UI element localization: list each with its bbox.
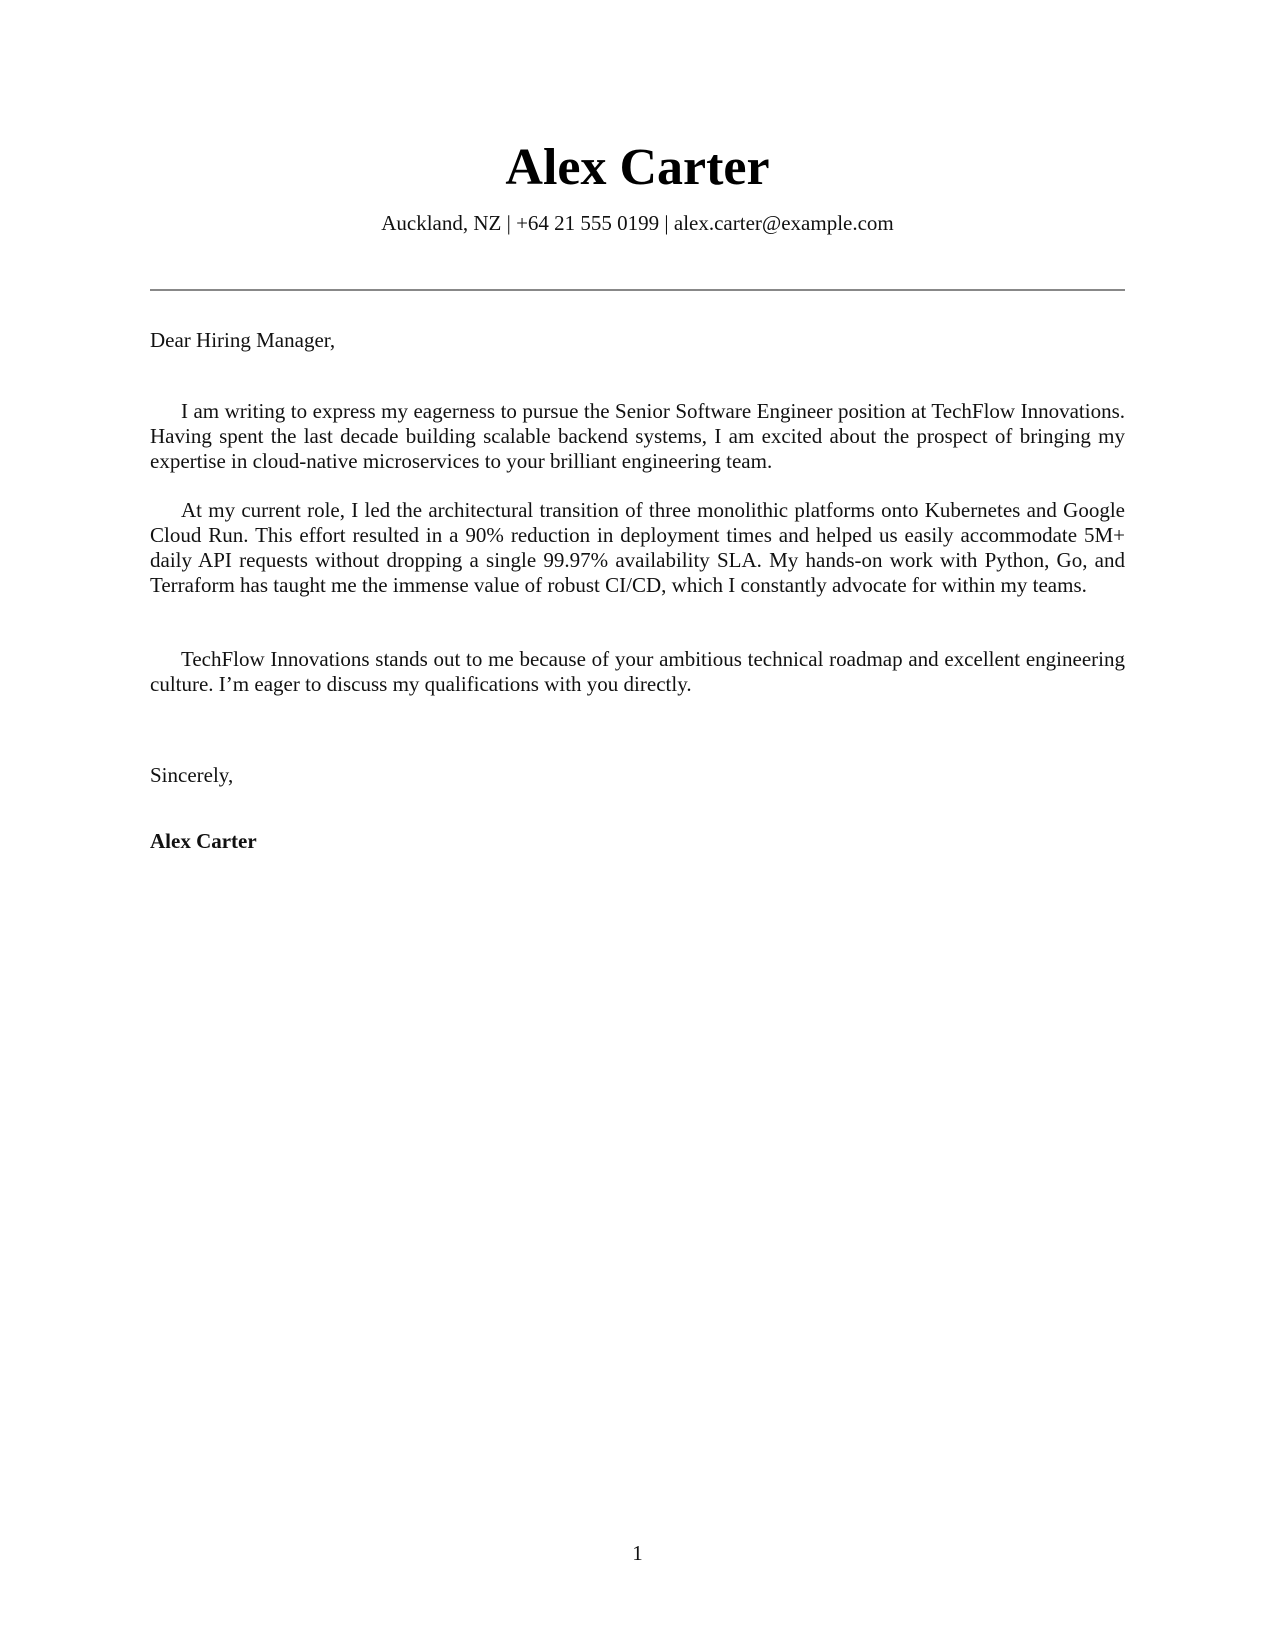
body-paragraph-1: I am writing to express my eagerness to pursue the Senior Software Engineer position at TechFlow Innovations. Having spent the last decade building scalable backend systems, I am excited about the prospect of bringing my expertise in cloud-native microservices to your brilliant engineering team. [150,399,1125,473]
header-divider [150,289,1125,291]
letter-header [150,138,1125,236]
signature-name: Alex Carter [150,829,257,853]
page-number: 1 [632,1541,643,1565]
sender-contact-info: Auckland, NZ | +64 21 555 0199 | alex.carter@example.com [381,211,894,235]
closing: Sincerely, [150,763,234,787]
body-paragraph-2: At my current role, I led the architectural transition of three monolithic platforms onto Kubernetes and Google Cloud Run. This effort resulted in a 90% reduction in deployment times and helped us easily accommodate 5M+ daily API requests without dropping a single 99.97% availability SLA. My hands-on work with Python, Go, and Terraform has taught me the immense value of robust CI/CD, which I constantly advocate for within my teams. [150,498,1125,597]
salutation: Dear Hiring Manager, [150,328,336,352]
body-paragraph-3: TechFlow Innovations stands out to me because of your ambitious technical roadmap and excellent engineering culture. I’m eager to discuss my qualifications with you directly. [150,647,1125,696]
sender-name: Alex Carter [505,139,770,196]
